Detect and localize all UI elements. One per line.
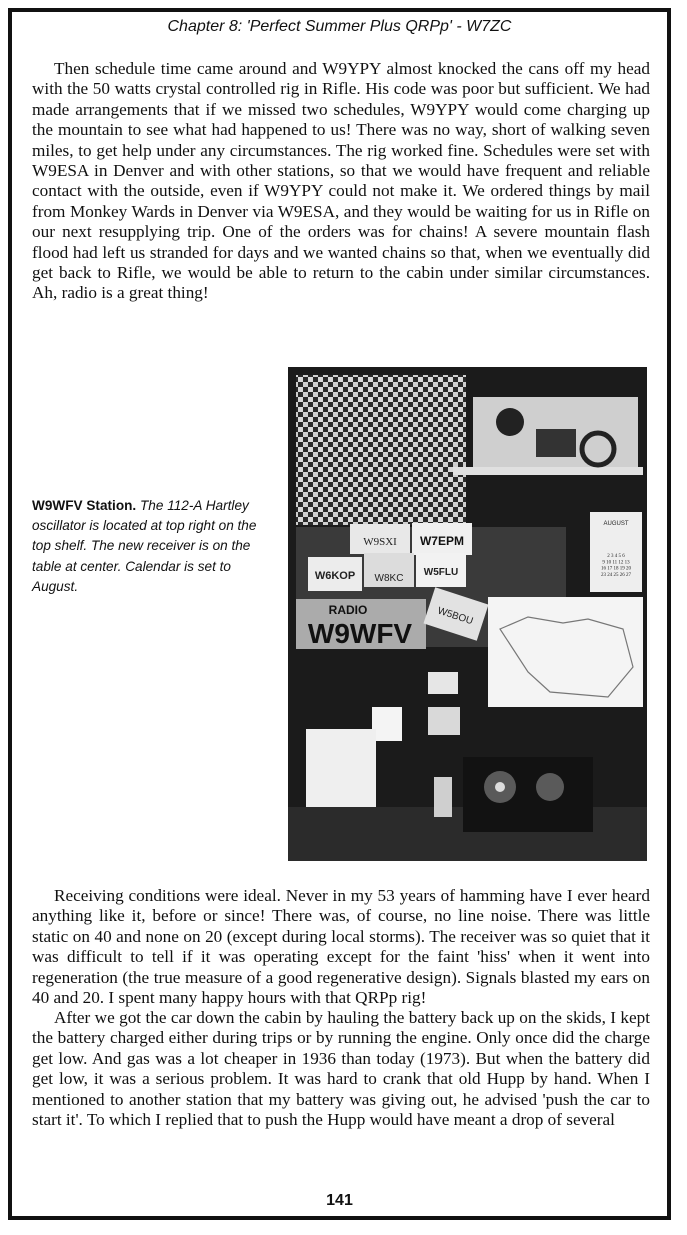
top-shelf (453, 467, 643, 475)
page-frame (8, 8, 671, 1220)
calendar-numbers: 2 3 4 5 6 9 10 11 12 13 16 17 18 19 20 23 24 25 26 27 (601, 554, 631, 578)
paragraph-3-text: After we got the car down the cabin by hauling the battery back up on the skids, I kept the battery charged either during trips or by running the engine. Only once did the charge get low. And gas was a lot cheaper in 1936 than today (1973). But when the battery did get low, it was a serious problem. It was hard to crank that old Hupp by hand. When I mentioned to another station that my battery was giving out, he advised 'push the car to start it'. To which I replied that to push the Hupp would have meant a drop of several (32, 1008, 650, 1130)
caption-title: W9WFV Station. (32, 498, 137, 513)
page-number: 141 (326, 1192, 353, 1209)
qsl-label-5: W5FLU (423, 567, 459, 578)
chapter-header: Chapter 8: 'Perfect Summer Plus QRPp' - W7ZC (167, 18, 512, 35)
curtain (296, 375, 466, 525)
receiver (463, 757, 593, 832)
caption-text: The 112-A Hartley oscillator is located at top right on the top shelf. The new receiver is on the table at center. Calendar is set to August. (32, 498, 257, 594)
station-photo (288, 367, 647, 861)
receiver-knob (536, 773, 564, 801)
papers (306, 729, 376, 809)
wall-map (488, 597, 643, 707)
radio-sign-top: RADIO (328, 603, 368, 617)
dial-center (495, 782, 505, 792)
radio-sign-call: W9WFV (307, 618, 413, 649)
calendar-month: AUGUST (603, 521, 629, 527)
paragraph-1-text: Then schedule time came around and W9YPY almost knocked the cans off my head with the 50 watts crystal controlled rig in Rifle. His code was poor but sufficient. We had made arrangements that if we missed two schedules, W9YPY would come charging up the mountain to see what had happened to us! There was no way, short of walking seven miles, to get help under any circumstances. The rig worked fine. Schedules were set with W9ESA in Denver and with other stations, so that we would have frequent and reliable contact with the outside, even if W9YPY could not make it. We ordered things by mail from Monkey Wards in Denver via W9ESA, and they would be waiting for us in Rifle on our next resupplying trip. One of the orders was for chains! A severe mountain flash flood had left us stranded for days and we wanted chains so that, when we eventually did get back to Rifle, we would be able to return to the cabin under similar circumstances. Ah, radio is a great thing! (32, 59, 650, 303)
switch-box (428, 707, 460, 735)
paragraph-2-text: Receiving conditions were ideal. Never in my 53 years of hamming have I ever heard anything like it, before or since! There was, of course, no line noise. There was little static on 40 and none on 20 (except during local storms). The receiver was so quiet that it was difficult to tell if it was operating except for the faint 'hiss' when it went into regeneration (the true measure of a good regenerative design). Signals blasted my ears on 40 and 20. I spent many happy hours with that QRPp rig! (32, 886, 650, 1008)
oscillator-box (536, 429, 576, 457)
qsl-label-2: W7EPM (419, 534, 465, 548)
qsl-label-4: W8KC (374, 573, 404, 584)
photo-caption (32, 496, 264, 597)
station-photo-drawing (288, 367, 647, 861)
bottle (434, 777, 452, 817)
paper-note (372, 707, 402, 741)
qsl-label-1: W9SXI (363, 536, 397, 548)
qsl-label-3: W6KOP (314, 570, 356, 582)
paragraph-2 (32, 886, 650, 1008)
qsl-label-6: W5BOU (436, 605, 475, 628)
paragraph-3 (32, 1008, 650, 1130)
oscillator-coil (496, 408, 524, 436)
small-box (428, 672, 458, 694)
paragraph-1 (32, 59, 650, 304)
